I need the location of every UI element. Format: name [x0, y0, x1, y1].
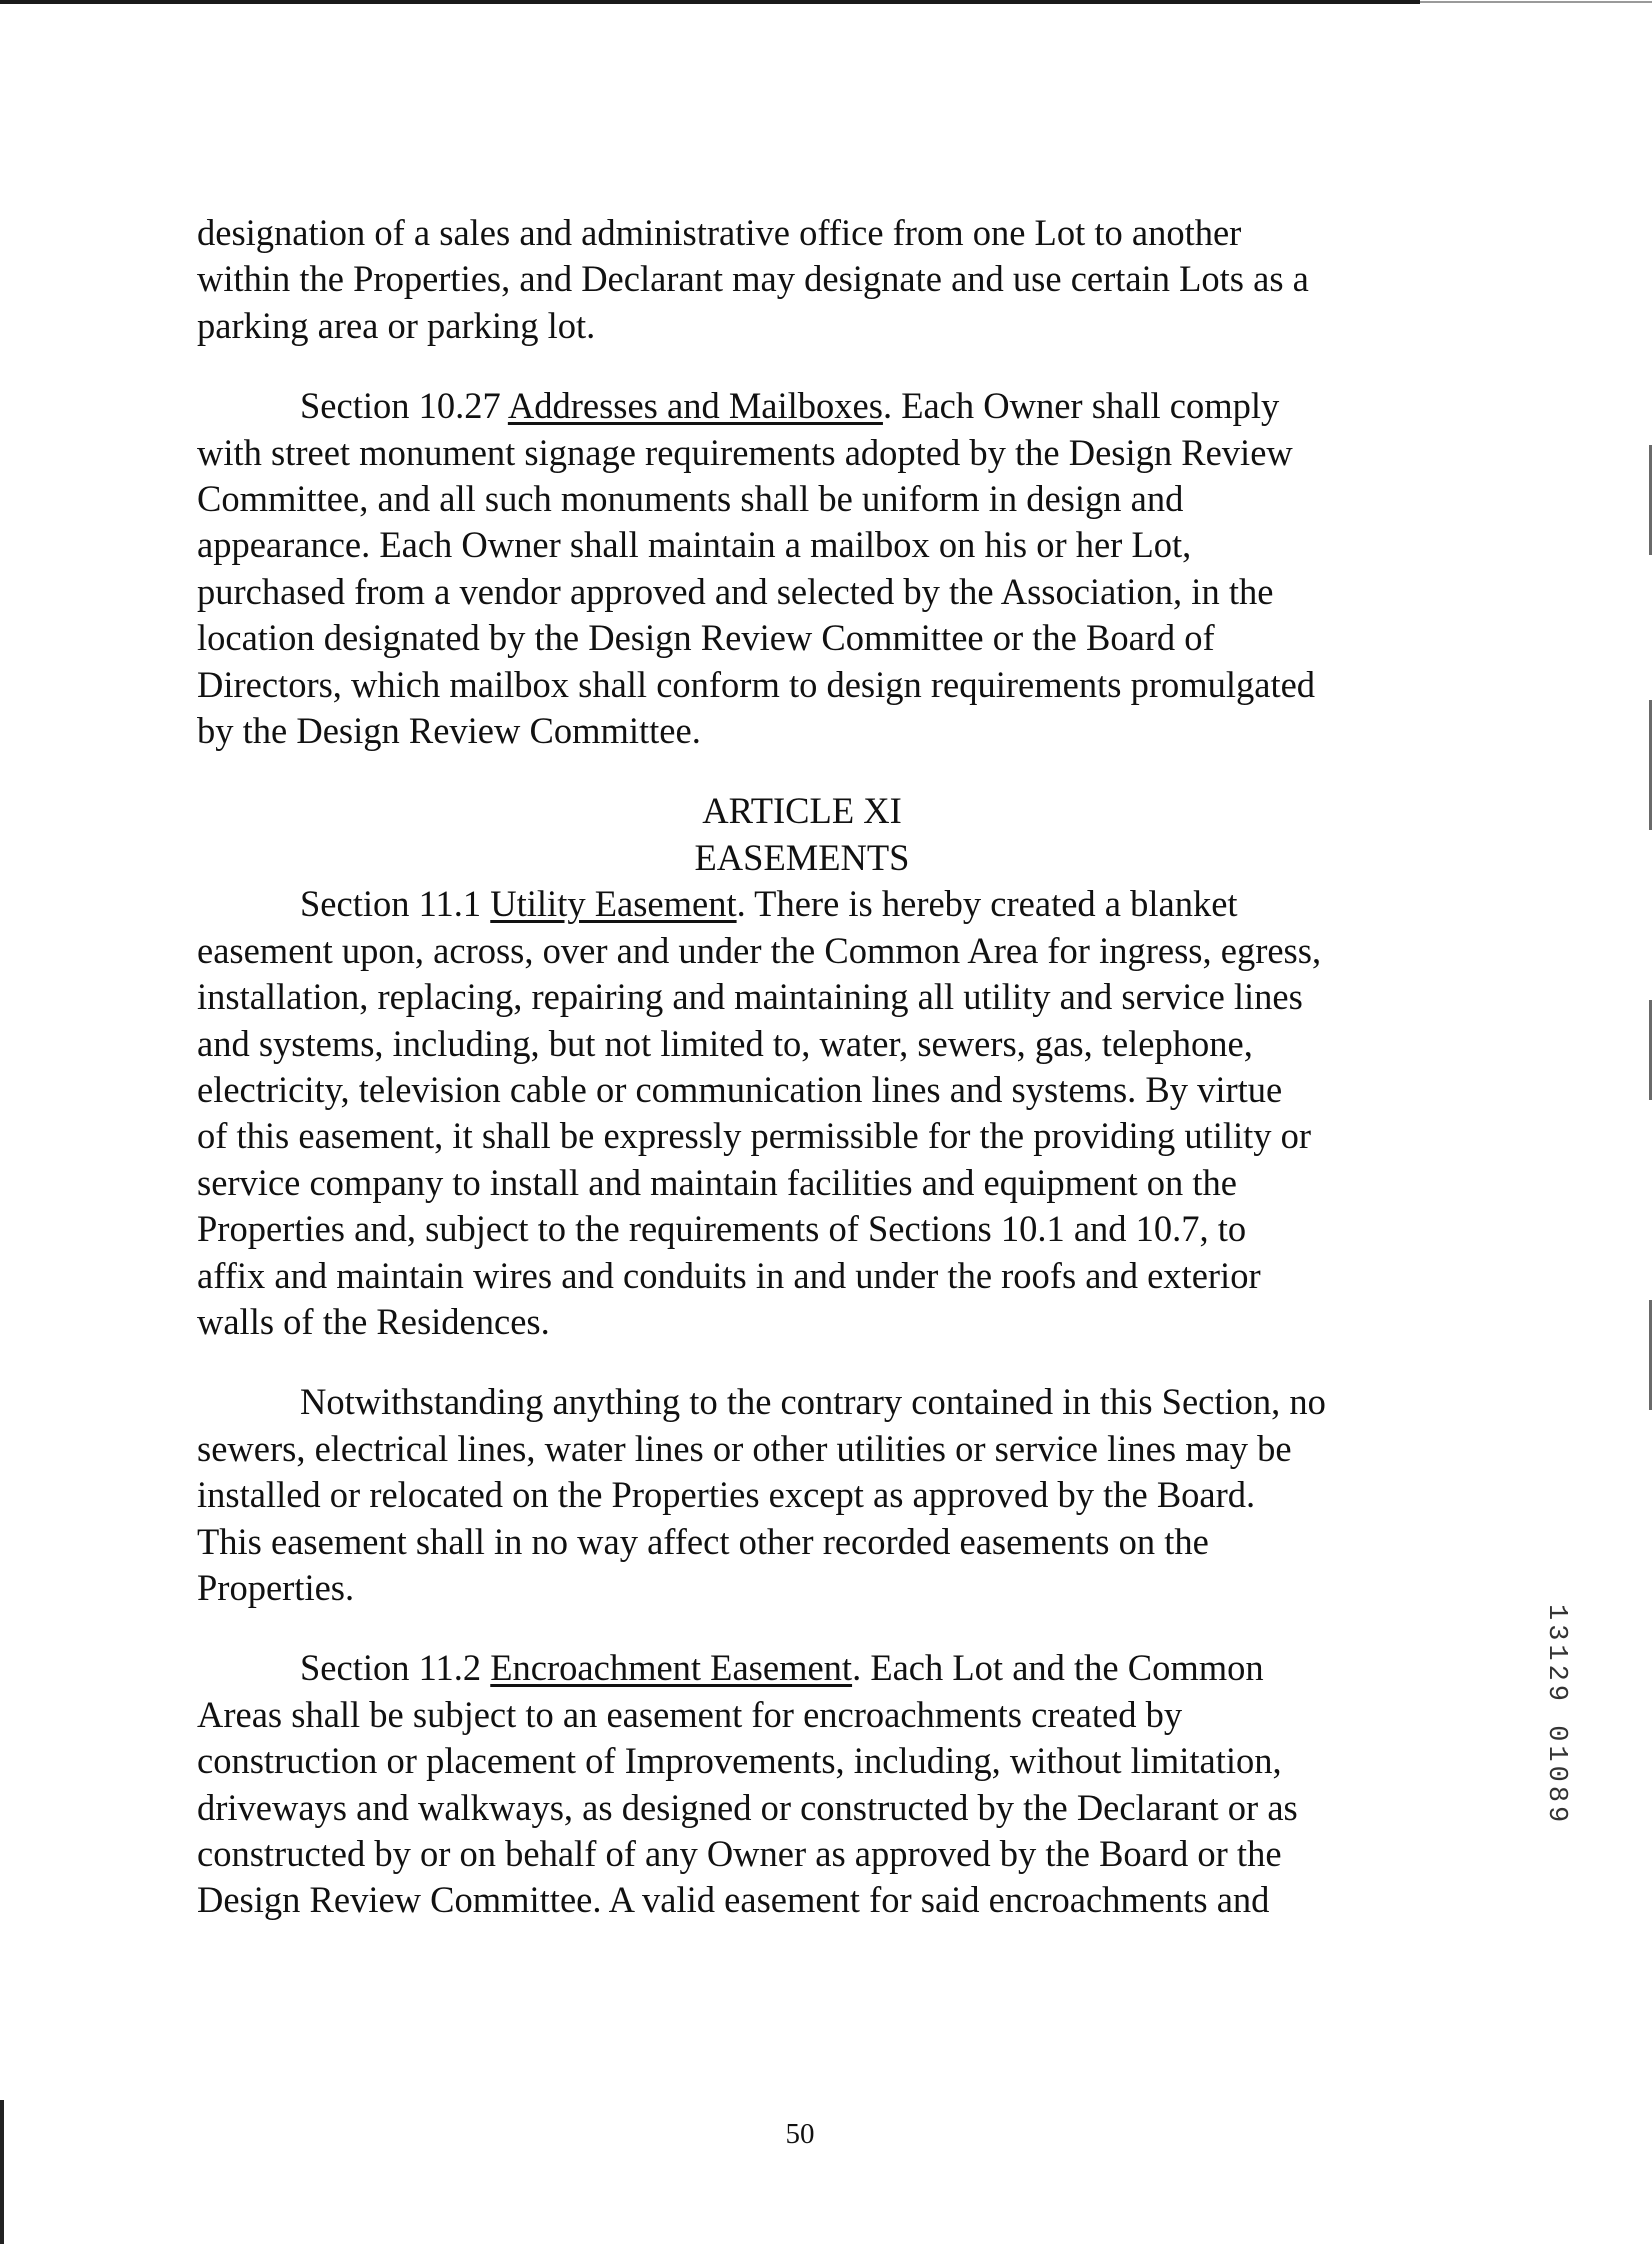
text-line: appearance. Each Owner shall maintain a mailbox on his or her Lot,	[197, 524, 1192, 566]
text-line: within the Properties, and Declarant may designate and use certain Lots as a	[197, 258, 1309, 300]
text-line: constructed by or on behalf of any Owner as approved by the Board or the	[197, 1833, 1282, 1874]
text-line: easement upon, across, over and under the Common Area for ingress, egress,	[197, 929, 1322, 971]
scan-edge-top	[0, 0, 1420, 4]
section-first-line-text: . Each Owner shall comply	[882, 385, 1280, 427]
text-line: sewers, electrical lines, water lines or other utilities or service lines may be	[197, 1427, 1292, 1469]
text-line: electricity, television cable or communication lines and systems. By virtue	[197, 1068, 1283, 1110]
text-line: Areas shall be subject to an easement for encroachments created by	[197, 1693, 1183, 1735]
text-line: walls of the Residences.	[197, 1300, 550, 1342]
section-first-line-text: . Each Lot and the Common	[852, 1647, 1264, 1689]
section-number: Section 11.2	[300, 1647, 482, 1689]
notwithstanding-paragraph	[197, 1379, 1427, 1611]
section-title: Addresses and Mailboxes	[507, 385, 883, 427]
text-line: designation of a sales and administrative office from one Lot to another	[197, 212, 1242, 253]
section-11-1	[197, 881, 1427, 1345]
text-line: service company to install and maintain facilities and equipment on the	[197, 1161, 1237, 1203]
text-line: Properties and, subject to the requirements of Sections 10.1 and 10.7, to	[197, 1208, 1247, 1250]
section-first-line	[197, 881, 1427, 927]
article-heading: ARTICLE XI	[702, 790, 902, 832]
text-line: Committee, and all such monuments shall be uniform in design and	[197, 478, 1184, 520]
text-line: driveways and walkways, as designed or constructed by the Declarant or as	[197, 1786, 1298, 1828]
section-first-line-text: . There is hereby created a blanket	[736, 883, 1238, 925]
section-10-27	[197, 383, 1427, 754]
section-first-line	[197, 383, 1427, 429]
text-line: and systems, including, but not limited to, water, sewers, gas, telephone,	[197, 1022, 1253, 1064]
recording-stamp: 13129 01089	[1541, 1604, 1571, 1827]
section-11-2	[197, 1645, 1427, 1923]
text-line: installed or relocated on the Properties except as approved by the Board.	[197, 1474, 1256, 1516]
continuation-paragraph	[197, 210, 1427, 349]
document-body	[197, 210, 1427, 1958]
text-line: by the Design Review Committee.	[197, 710, 701, 752]
text-line: Design Review Committee. A valid easement for said encroachments and	[197, 1879, 1270, 1921]
text-line: Notwithstanding anything to the contrary contained in this Section, no	[300, 1381, 1326, 1423]
section-title: Encroachment Easement	[490, 1647, 853, 1689]
text-line: installation, replacing, repairing and maintaining all utility and service lines	[197, 976, 1303, 1018]
text-line: location designated by the Design Review Committee or the Board of	[197, 617, 1215, 659]
page-number: 50	[785, 2118, 815, 2150]
text-line: construction or placement of Improvements, including, without limitation,	[197, 1740, 1282, 1782]
text-line: purchased from a vendor approved and selected by the Association, in the	[197, 570, 1274, 612]
text-line: affix and maintain wires and conduits in and under the roofs and exterior	[197, 1254, 1261, 1296]
text-line: This easement shall in no way affect other recorded easements on the	[197, 1520, 1209, 1562]
text-line: of this easement, it shall be expressly permissible for the providing utility or	[197, 1115, 1312, 1157]
section-first-line	[197, 1645, 1427, 1691]
section-number: Section 11.1	[300, 883, 482, 925]
text-line: parking area or parking lot.	[197, 304, 596, 346]
article-title: EASEMENTS	[694, 836, 910, 878]
text-line: Properties.	[197, 1566, 355, 1608]
section-title: Utility Easement	[490, 883, 737, 925]
text-line: Directors, which mailbox shall conform to design requirements promulgated	[197, 663, 1316, 705]
section-number: Section 10.27	[300, 385, 501, 427]
text-line: with street monument signage requirements adopted by the Design Review	[197, 431, 1293, 473]
scan-edge-top-faint	[1420, 1, 1652, 3]
